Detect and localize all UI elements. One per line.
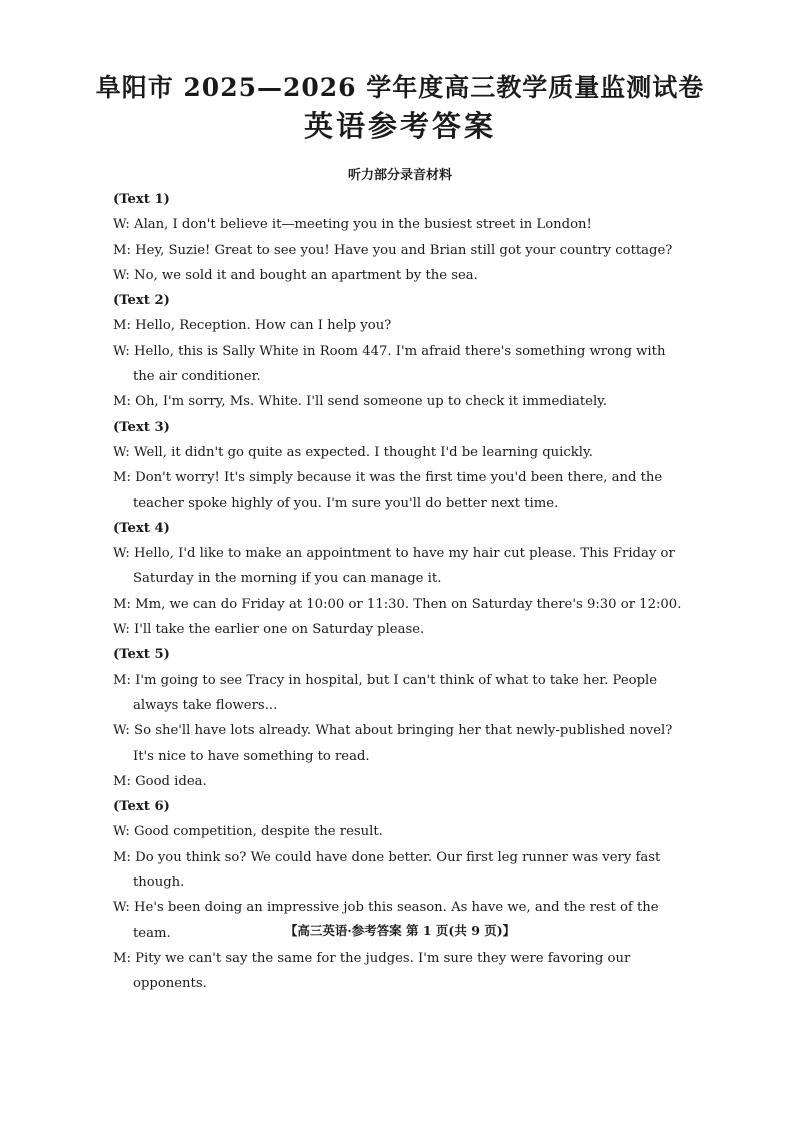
- dialogue-line: W: Well, it didn't go quite as expected. I thought I'd be learning quickly.: [113, 444, 593, 460]
- section-title: 听力部分录音材料: [347, 168, 452, 183]
- dialogue-line: M: Mm, we can do Friday at 10:00 or 11:30. Then on Saturday there's 9:30 or 12:00.: [113, 596, 682, 612]
- dialogue-line: W: Hello, I'd like to make an appointment to have my hair cut please. This Friday or Saturday in the morning if you can manage it.: [113, 546, 675, 587]
- dialogue-line: M: Hello, Reception. How can I help you?: [113, 318, 392, 334]
- transcript-body: [113, 187, 688, 997]
- dialogue-line: M: Do you think so? We could have done better. Our first leg runner was very fast though.: [113, 849, 661, 891]
- dialogue-line: W: I'll take the earlier one on Saturday please.: [113, 622, 425, 638]
- dialogue-line: W: So she'll have lots already. What about bringing her that newly-published novel? It's nice to have something to read.: [113, 723, 673, 764]
- text-heading: (Text 6): [113, 799, 170, 815]
- dialogue-line: W: No, we sold it and bought an apartment by the sea.: [113, 267, 478, 283]
- dialogue-line: W: He's been doing an impressive job this season. As have we, and the rest of the team.: [113, 900, 659, 941]
- text-heading: (Text 5): [113, 647, 170, 663]
- dialogue-line: W: Hello, this is Sally White in Room 447. I'm afraid there's something wrong with the air conditioner.: [113, 343, 666, 385]
- text-heading: (Text 2): [113, 293, 170, 309]
- text-heading: (Text 1): [113, 192, 170, 207]
- dialogue-line: M: Hey, Suzie! Great to see you! Have you and Brian still got your country cottage?: [113, 242, 673, 258]
- dialogue-line: M: Don't worry! It's simply because it was the first time you'd been there, and the teacher spoke highly of you. I'm sure you'll do better next time.: [113, 470, 663, 511]
- dialogue-line: W: Alan, I don't believe it—meeting you in the busiest street in London!: [113, 217, 592, 233]
- page-title: 阜阳市 2025—2026 学年度高三教学质量监测试卷: [95, 73, 705, 102]
- text-heading: (Text 4): [113, 520, 170, 536]
- dialogue-line: M: Pity we can't say the same for the judges. I'm sure they were favoring our opponents.: [113, 950, 631, 992]
- dialogue-line: W: Good competition, despite the result.: [113, 824, 383, 840]
- page-footer: 【高三英语·参考答案 第 1 页(共 9 页)】: [284, 923, 516, 938]
- dialogue-line: M: I'm going to see Tracy in hospital, but I can't think of what to take her. People always take flowers...: [113, 672, 658, 713]
- page-subtitle: 英语参考答案: [303, 109, 496, 143]
- dialogue-line: M: Good idea.: [113, 773, 207, 789]
- text-heading: (Text 3): [113, 419, 170, 435]
- dialogue-line: M: Oh, I'm sorry, Ms. White. I'll send someone up to check it immediately.: [113, 394, 608, 410]
